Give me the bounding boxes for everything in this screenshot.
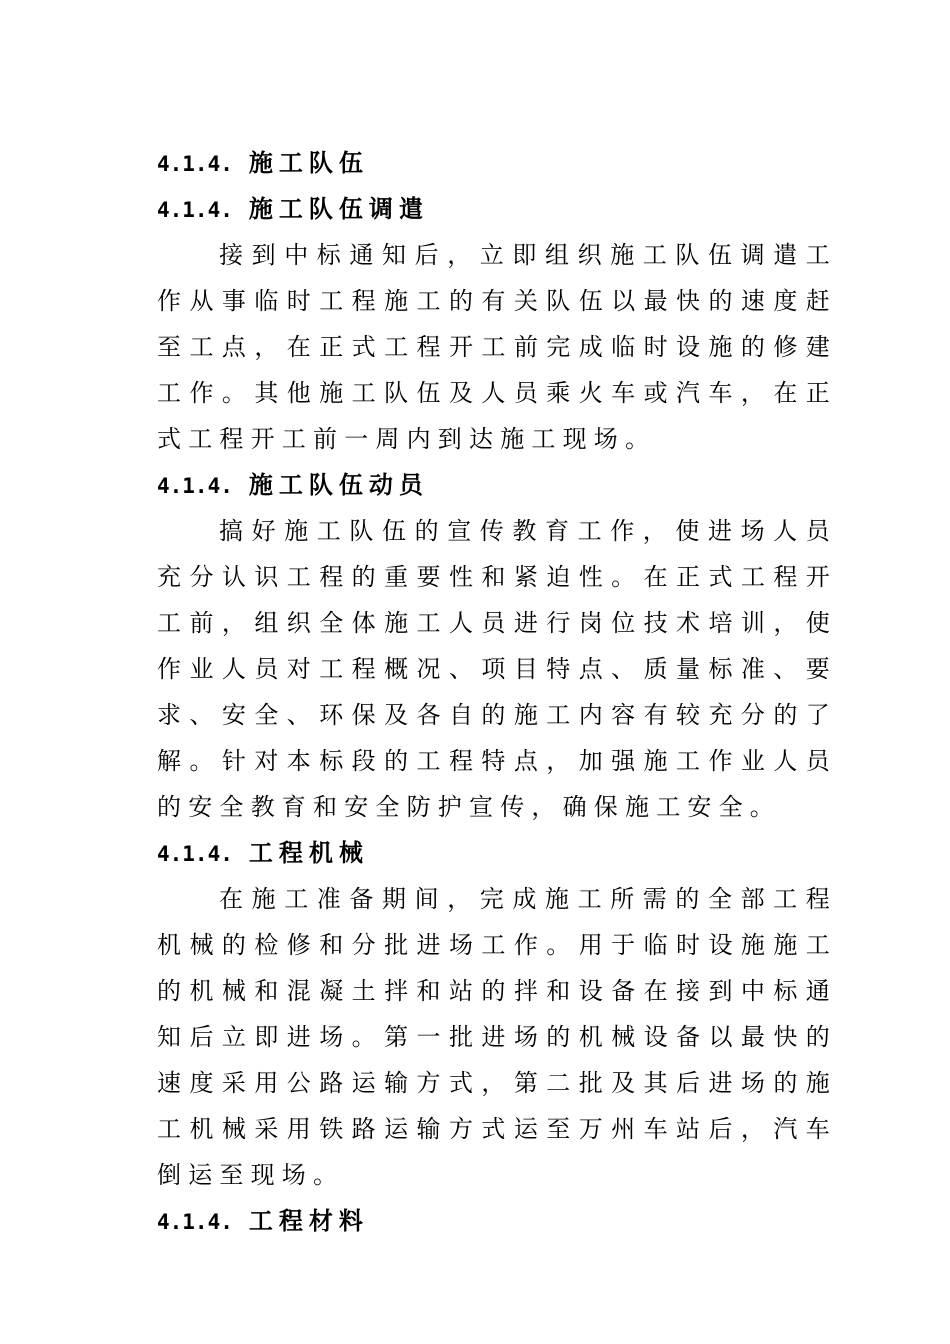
- section-number: 4.1.4.: [157, 842, 233, 866]
- section-number: 4.1.4.: [157, 198, 233, 222]
- section-heading-materials: [157, 1198, 837, 1244]
- paragraph-team-mobilization: 搞好施工队伍的宣传教育工作，使进场人员充分认识工程的重要性和紧迫性。在正式工程开工前，组织全体施工人员进行岗位技术培训，使作业人员对工程概况、项目特点、质量标准、要求、安全、环保及各自的施工内容有较充分的了解。针对本标段的工程特点，加强施工作业人员的安全教育和安全防护宣传，确保施工安全。: [157, 517, 837, 821]
- section-heading-machinery: [157, 830, 837, 876]
- section-title: 施工队伍调遣: [248, 194, 429, 223]
- section-title: 施工队伍: [248, 148, 369, 177]
- paragraph-machinery: 在施工准备期间，完成施工所需的全部工程机械的检修和分批进场工作。用于临时设施施工的机械和混凝土拌和站的拌和设备在接到中标通知后立即进场。第一批进场的机械设备以最快的速度采用公路运输方式，第二批及其后进场的施工机械采用铁路运输方式运至万州车站后，汽车倒运至现场。: [157, 885, 837, 1189]
- section-title: 工程材料: [248, 1206, 369, 1235]
- section-heading-team-deployment: [157, 186, 837, 232]
- section-number: 4.1.4.: [157, 1210, 233, 1234]
- section-title: 施工队伍动员: [248, 470, 429, 499]
- section-heading-construction-team: [157, 140, 837, 186]
- section-number: 4.1.4.: [157, 152, 233, 176]
- section-title: 工程机械: [248, 838, 369, 867]
- section-number: 4.1.4.: [157, 474, 233, 498]
- paragraph-team-deployment: 接到中标通知后，立即组织施工队伍调遣工作从事临时工程施工的有关队伍以最快的速度赶至工点，在正式工程开工前完成临时设施的修建工作。其他施工队伍及人员乘火车或汽车，在正式工程开工前一周内到达施工现场。: [157, 241, 837, 453]
- section-heading-team-mobilization: [157, 462, 837, 508]
- document-body: [157, 140, 837, 1244]
